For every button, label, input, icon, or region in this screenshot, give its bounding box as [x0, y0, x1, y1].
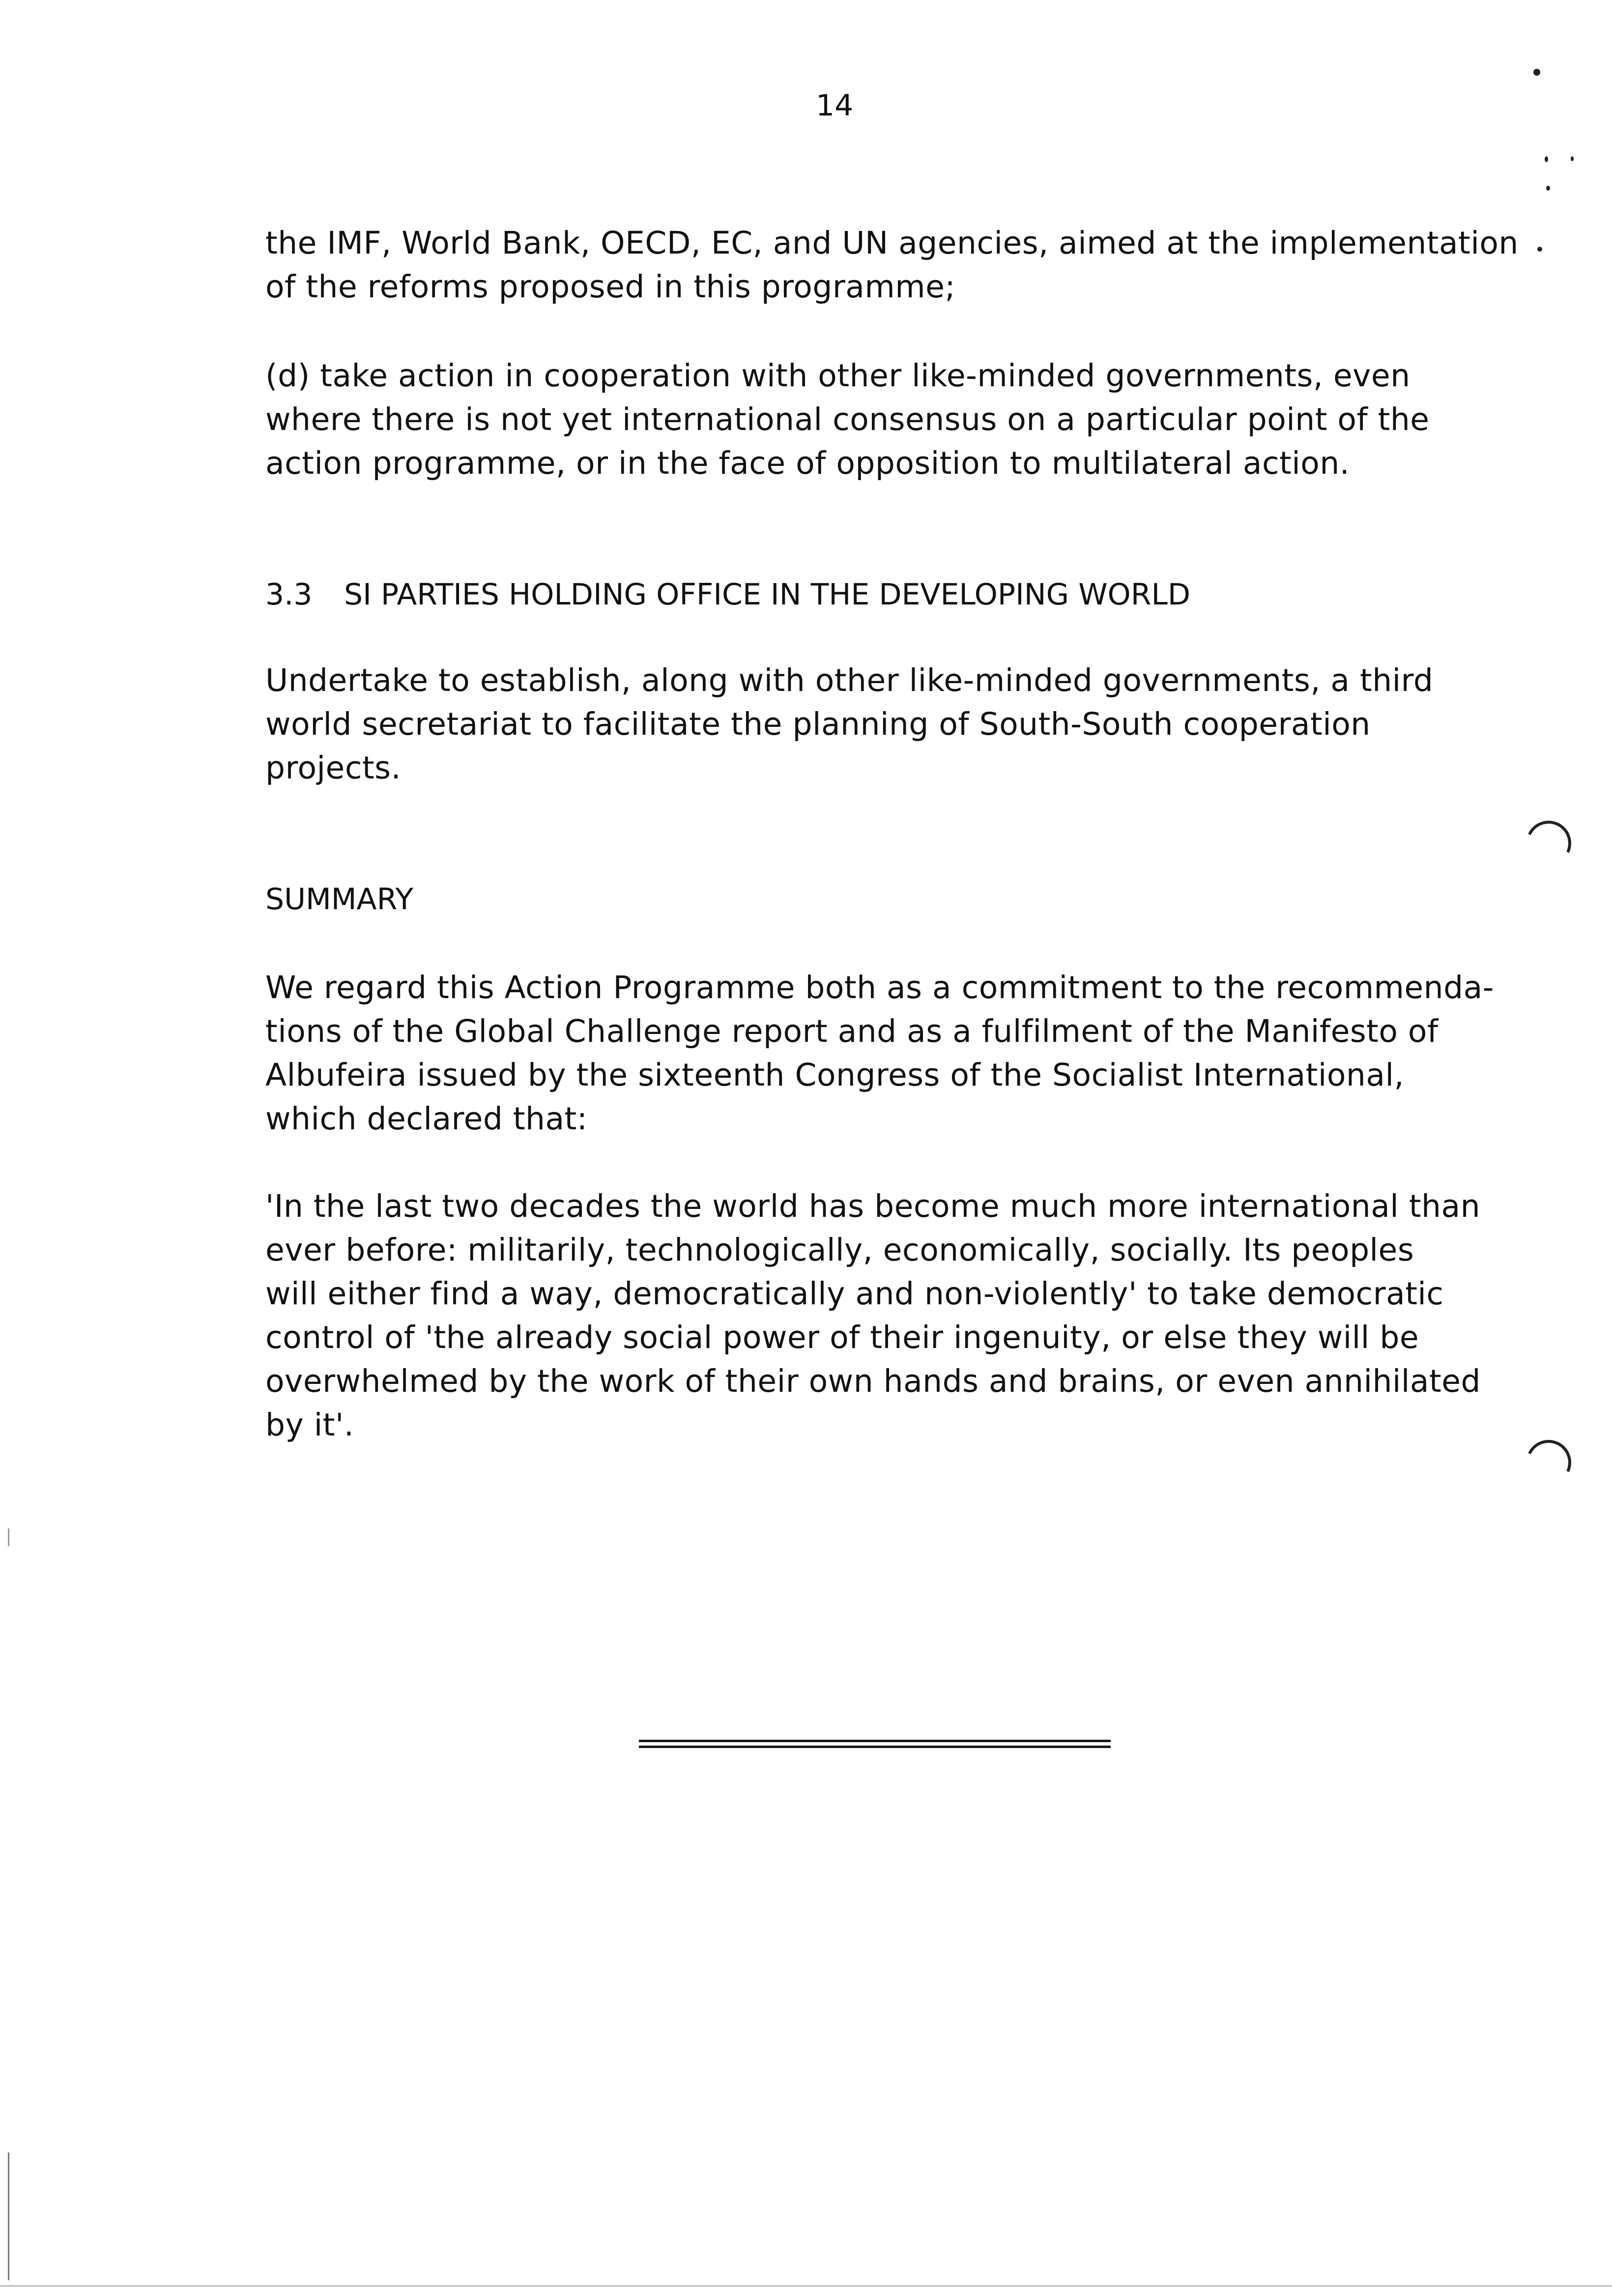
section-title: SI PARTIES HOLDING OFFICE IN THE DEVELOPING WORLD — [344, 577, 1191, 612]
paragraph-summary — [265, 966, 1494, 1141]
scan-speck — [1533, 69, 1540, 76]
section-number: 3.3 — [265, 577, 313, 612]
text-line: (d) take action in cooperation with other like-minded governments, even — [265, 358, 1410, 394]
text-line: We regard this Action Programme both as a commitment to the recommenda- — [265, 970, 1494, 1005]
text-line: will either find a way, democratically and non-violently' to take democratic — [265, 1276, 1444, 1312]
text-line: tions of the Global Challenge report and as a fulfilment of the Manifesto of — [265, 1013, 1439, 1049]
end-rule-bottom — [639, 1746, 1111, 1748]
scan-speck — [1537, 247, 1542, 252]
scan-edge-bottom — [0, 2285, 1612, 2287]
text-line: overwhelmed by the work of their own hands and brains, or even annihilated — [265, 1363, 1481, 1399]
binding-hole-mark — [1520, 1434, 1578, 1492]
text-line: world secretariat to facilitate the planning of South-South cooperation — [265, 706, 1371, 742]
text-line: where there is not yet international consensus on a particular point of the — [265, 402, 1430, 437]
paragraph-quotation — [265, 1184, 1484, 1447]
text-line: by it'. — [265, 1407, 354, 1443]
text-line: projects. — [265, 750, 402, 786]
scan-speck — [1546, 186, 1550, 191]
text-line: 'In the last two decades the world has become much more international than — [265, 1188, 1481, 1224]
summary-heading: SUMMARY — [265, 882, 414, 917]
scan-speck — [1545, 156, 1548, 162]
text-line: the IMF, World Bank, OECD, EC, and UN agencies, aimed at the implementation — [265, 225, 1519, 261]
text-line: Albufeira issued by the sixteenth Congress of the Socialist International, — [265, 1057, 1404, 1093]
text-line: control of 'the already social power of their ingenuity, or else they will be — [265, 1320, 1419, 1355]
scan-edge-left — [8, 2152, 9, 2280]
text-line: ever before: militarily, technologically, economically, socially. Its peoples — [265, 1232, 1414, 1268]
binding-hole-mark — [1520, 814, 1578, 872]
scan-speck — [1571, 156, 1574, 161]
text-line: action programme, or in the face of opposition to multilateral action. — [265, 445, 1350, 481]
paragraph-item-d — [265, 354, 1484, 485]
section-heading — [265, 573, 1190, 617]
text-line: Undertake to establish, along with other like-minded governments, a third — [265, 662, 1434, 698]
text-line: of the reforms proposed in this programme; — [265, 269, 956, 305]
text-line: which declared that: — [265, 1101, 588, 1137]
paragraph-imf-agencies — [265, 221, 1519, 309]
paragraph-secretariat — [265, 659, 1484, 790]
scan-edge-left — [8, 1528, 9, 1546]
page-number: 14 — [816, 88, 854, 123]
end-rule-top — [639, 1740, 1111, 1742]
